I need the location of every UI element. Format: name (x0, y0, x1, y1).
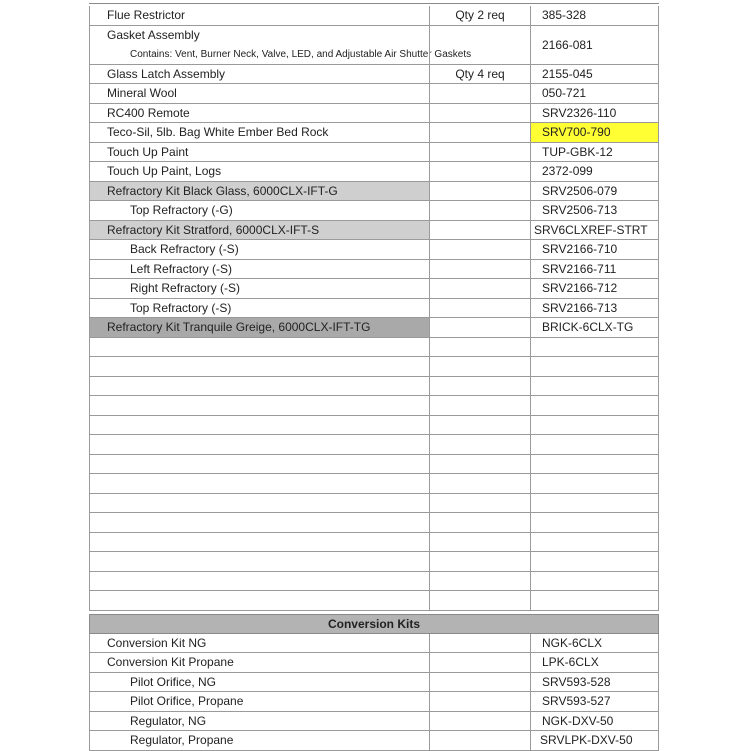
empty-cell (89, 591, 429, 610)
part-number-cell: SRV700-790 (530, 123, 659, 142)
table-row (89, 162, 659, 182)
empty-cell (89, 455, 429, 474)
empty-cell (429, 474, 530, 493)
comment-cell (429, 182, 530, 201)
conversion-row (89, 673, 659, 693)
comment-cell (429, 692, 530, 711)
description-text: Gasket Assembly (107, 27, 200, 42)
part-number-cell: 2372-099 (530, 162, 659, 181)
empty-cell (429, 572, 530, 591)
empty-cell (429, 416, 530, 435)
part-number-cell: 2166-081 (530, 26, 659, 64)
part-number-cell: 385-328 (530, 6, 659, 25)
description-cell: Refractory Kit Black Glass, 6000CLX-IFT-G (89, 182, 429, 201)
empty-cell (89, 396, 429, 415)
header-description (209, 0, 277, 1)
empty-cell (89, 572, 429, 591)
table-row (89, 6, 659, 26)
part-number-cell: SRV2166-712 (530, 279, 659, 298)
empty-cell (530, 494, 659, 513)
empty-cell (429, 377, 530, 396)
part-number-cell: 2155-045 (530, 65, 659, 84)
comment-cell (429, 162, 530, 181)
parts-list-sheet (89, 0, 659, 750)
empty-cell (530, 533, 659, 552)
empty-cell (530, 396, 659, 415)
table-row (89, 182, 659, 202)
empty-row (89, 552, 659, 572)
header-part-number (569, 0, 642, 1)
empty-cell (530, 455, 659, 474)
description-cell: Touch Up Paint, Logs (89, 162, 429, 181)
empty-cell (530, 435, 659, 454)
part-number-cell: SRV2166-711 (530, 260, 659, 279)
comment-cell (429, 221, 530, 240)
empty-cell (429, 357, 530, 376)
description-cell: Pilot Orifice, NG (89, 673, 429, 692)
description-cell: Flue Restrictor (89, 6, 429, 25)
description-cell: Glass Latch Assembly (89, 65, 429, 84)
empty-cell (89, 474, 429, 493)
empty-cell (89, 435, 429, 454)
header-comments (449, 0, 507, 1)
empty-cell (89, 357, 429, 376)
comment-cell (429, 712, 530, 731)
part-number-cell: SRV6CLXREF-STRT (530, 221, 659, 240)
description-cell: Conversion Kit NG (89, 634, 429, 653)
comment-cell (429, 143, 530, 162)
description-cell: Regulator, NG (89, 712, 429, 731)
table-header-cut (89, 0, 659, 4)
description-cell: Refractory Kit Tranquile Greige, 6000CLX-IFT-TG (89, 318, 429, 337)
empty-cell (530, 338, 659, 357)
part-number-cell: BRICK-6CLX-TG (530, 318, 659, 337)
description-cell: Mineral Wool (89, 84, 429, 103)
part-number-cell: LPK-6CLX (530, 653, 659, 672)
table-row (89, 240, 659, 260)
comment-cell (429, 123, 530, 142)
part-number-cell: SRV2326-110 (530, 104, 659, 123)
empty-cell (530, 552, 659, 571)
description-cell: Teco-Sil, 5lb. Bag White Ember Bed Rock (89, 123, 429, 142)
table-row (89, 201, 659, 221)
part-number-cell: NGK-DXV-50 (530, 712, 659, 731)
empty-cell (530, 357, 659, 376)
empty-row (89, 591, 659, 611)
empty-cell (89, 377, 429, 396)
empty-row (89, 338, 659, 358)
part-number-cell: SRV2506-079 (530, 182, 659, 201)
description-cell: Touch Up Paint (89, 143, 429, 162)
description-cell: Pilot Orifice, Propane (89, 692, 429, 711)
table-row (89, 104, 659, 124)
empty-cell (530, 377, 659, 396)
part-number-cell: NGK-6CLX (530, 634, 659, 653)
empty-cell (89, 494, 429, 513)
table-row (89, 26, 659, 65)
conversion-row (89, 634, 659, 654)
part-number-cell: SRV2506-713 (530, 201, 659, 220)
empty-cell (429, 552, 530, 571)
empty-row (89, 455, 659, 475)
empty-cell (89, 533, 429, 552)
description-cell: Top Refractory (-G) (89, 201, 429, 220)
empty-cell (89, 416, 429, 435)
empty-cell (429, 435, 530, 454)
conversion-kits-header: Conversion Kits (89, 614, 659, 634)
description-subtext: Contains: Vent, Burner Neck, Valve, LED, and Adjustable Air Shutter Gaskets (130, 48, 472, 60)
empty-cell (429, 494, 530, 513)
empty-row (89, 377, 659, 397)
empty-cell (530, 572, 659, 591)
description-cell: Refractory Kit Stratford, 6000CLX-IFT-S (89, 221, 429, 240)
comment-cell: Qty 4 req (429, 65, 530, 84)
description-cell: Back Refractory (-S) (89, 240, 429, 259)
empty-cell (530, 513, 659, 532)
comment-cell (429, 318, 530, 337)
empty-cell (429, 513, 530, 532)
empty-row (89, 572, 659, 592)
empty-cell (429, 533, 530, 552)
empty-cell (429, 455, 530, 474)
table-row (89, 299, 659, 319)
empty-row (89, 513, 659, 533)
part-number-cell: SRV2166-713 (530, 299, 659, 318)
empty-row (89, 474, 659, 494)
part-number-cell: SRV593-527 (530, 692, 659, 711)
conversion-row (89, 712, 659, 732)
part-number-cell: SRV2166-710 (530, 240, 659, 259)
empty-row (89, 533, 659, 553)
empty-cell (429, 591, 530, 610)
comment-cell (429, 240, 530, 259)
empty-cell (530, 591, 659, 610)
description-cell (89, 26, 472, 64)
comment-cell (429, 653, 530, 672)
empty-row (89, 396, 659, 416)
comment-cell (429, 731, 530, 750)
empty-cell (429, 338, 530, 357)
table-row (89, 260, 659, 280)
table-row (89, 221, 659, 241)
description-cell: Right Refractory (-S) (89, 279, 429, 298)
empty-row (89, 494, 659, 514)
description-cell: Regulator, Propane (89, 731, 429, 750)
conversion-row (89, 731, 659, 751)
table-row (89, 279, 659, 299)
table-row (89, 123, 659, 143)
comment-cell (429, 201, 530, 220)
part-number-cell: TUP-GBK-12 (530, 143, 659, 162)
comment-cell (429, 673, 530, 692)
part-number-cell: SRVLPK-DXV-50 (530, 731, 659, 750)
table-row (89, 65, 659, 85)
empty-cell (89, 513, 429, 532)
comment-cell (429, 104, 530, 123)
conversion-row (89, 653, 659, 673)
conversion-row (89, 692, 659, 712)
description-cell: RC400 Remote (89, 104, 429, 123)
table-row (89, 318, 659, 338)
comment-cell (429, 299, 530, 318)
empty-row (89, 357, 659, 377)
comment-cell (429, 26, 530, 64)
part-number-cell: 050-721 (530, 84, 659, 103)
comment-cell (429, 634, 530, 653)
empty-cell (89, 552, 429, 571)
comment-cell (429, 279, 530, 298)
empty-cell (429, 396, 530, 415)
table-row (89, 143, 659, 163)
part-number-cell: SRV593-528 (530, 673, 659, 692)
empty-cell (530, 416, 659, 435)
empty-cell (530, 474, 659, 493)
comment-cell (429, 84, 530, 103)
empty-row (89, 416, 659, 436)
comment-cell: Qty 2 req (429, 6, 530, 25)
table-row (89, 84, 659, 104)
description-cell: Top Refractory (-S) (89, 299, 429, 318)
description-cell: Left Refractory (-S) (89, 260, 429, 279)
description-cell: Conversion Kit Propane (89, 653, 429, 672)
empty-row (89, 435, 659, 455)
empty-cell (89, 338, 429, 357)
comment-cell (429, 260, 530, 279)
